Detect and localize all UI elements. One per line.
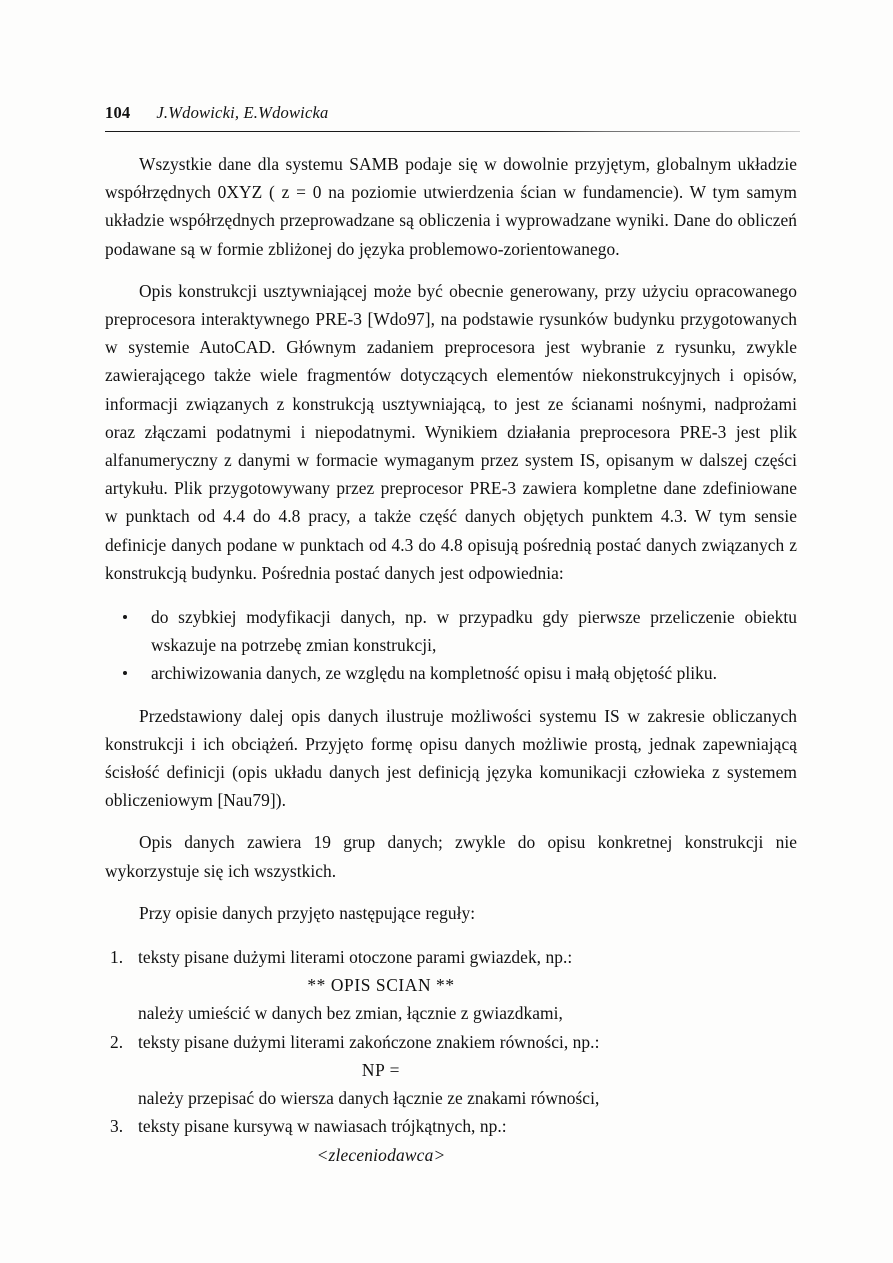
rule-text: teksty pisane kursywą w nawiasach trójkątnych, np.: (138, 1116, 507, 1137)
header-divider (105, 131, 800, 132)
list-item-text: archiwizowania danych, ze względu na kompletność opisu i małą objętość pliku. (151, 663, 717, 684)
rule-number: 2. (110, 1031, 124, 1052)
bullet-list (105, 603, 797, 688)
rule-item-3 (110, 1112, 797, 1140)
rule-item-1 (110, 943, 797, 971)
bullet-icon (123, 671, 127, 675)
page-number: 104 (105, 103, 131, 122)
paragraph-5: Przy opisie danych przyjęto następujące reguły: (139, 902, 476, 923)
list-item (120, 659, 797, 687)
rule-sample-1: ** OPIS SCIAN ** (307, 975, 455, 996)
bullet-icon (123, 615, 127, 619)
list-item (120, 603, 797, 659)
paragraph-1: Wszystkie dane dla systemu SAMB podaje się w dowolnie przyjętym, globalnym układzie współrzędnych 0XYZ ( z = 0 na poziomie utwierdzenia ścian w fundamencie). W tym samym układzie współrzędnych przeprowadzane są obliczenia i wyprowadzane wyniki. Dane do obliczeń podawane są w formie zbliżonej do języka problemowo-zorientowanego. (105, 154, 797, 259)
rule-number: 3. (110, 1116, 124, 1137)
rule-sample-2: NP = (361, 1059, 401, 1080)
rule-sample-3: <zleceniodawca> (316, 1144, 446, 1165)
rule-text: teksty pisane dużymi literami zakończone znakiem równości, np.: (138, 1031, 600, 1052)
rule-text: teksty pisane dużymi literami otoczone parami gwiazdek, np.: (138, 947, 573, 968)
rule-tail-2: należy przepisać do wiersza danych łącznie ze znakami równości, (138, 1088, 600, 1109)
numbered-rules-list (105, 943, 797, 1169)
list-item-text: do szybkiej modyfikacji danych, np. w przypadku gdy pierwsze przeliczenie obiektu wskazuje na potrzebę zmian konstrukcji, (151, 607, 797, 656)
text-column (105, 150, 797, 1169)
paragraph-3: Przedstawiony dalej opis danych ilustruje możliwości systemu IS w zakresie obliczanych konstrukcji i ich obciążeń. Przyjęto formę opisu danych możliwie prostą, jednak zapewniającą ścisłość definicji (opis układu danych jest definicją języka komunikacji człowieka z systemem obliczeniowym [Nau79]). (105, 705, 797, 811)
running-head (105, 103, 800, 123)
rule-tail-1: należy umieścić w danych bez zmian, łącznie z gwiazdkami, (138, 1003, 563, 1024)
running-head-authors: J.Wdowicki, E.Wdowicka (156, 103, 329, 122)
rule-number: 1. (110, 947, 124, 968)
paragraph-4: Opis danych zawiera 19 grup danych; zwykle do opisu konkretnej konstrukcji nie wykorzystuje się ich wszystkich. (105, 832, 797, 881)
paragraph-2: Opis konstrukcji usztywniającej może być obecnie generowany, przy użyciu opracowanego preprocesora interaktywnego PRE-3 [Wdo97], na podstawie rysunków budynku przygotowanych w systemie AutoCAD. Głównym zadaniem preprocesora jest wybranie z rysunku, zwykle zawierającego także wiele fragmentów dotyczących elementów niekonstrukcyjnych i opisów, informacji związanych z konstrukcją usztywniającą, to jest ze ścianami nośnymi, nadprożami oraz złączami podatnymi i niepodatnymi. Wynikiem działania preprocesora PRE-3 jest plik alfanumeryczny z danymi w formacie wymaganym przez system IS, opisanym w dalszej części artykułu. Plik przygotowywany przez preprocesor PRE-3 zawiera kompletne dane zdefiniowane w punktach od 4.4 do 4.8 pracy, a także część danych objętych punktem 4.3. W tym sensie definicje danych podane w punktach od 4.3 do 4.8 opisują pośrednią postać danych związanych z konstrukcją budynku. Pośrednia postać danych jest odpowiednia: (105, 280, 797, 583)
rule-item-2 (110, 1028, 797, 1056)
